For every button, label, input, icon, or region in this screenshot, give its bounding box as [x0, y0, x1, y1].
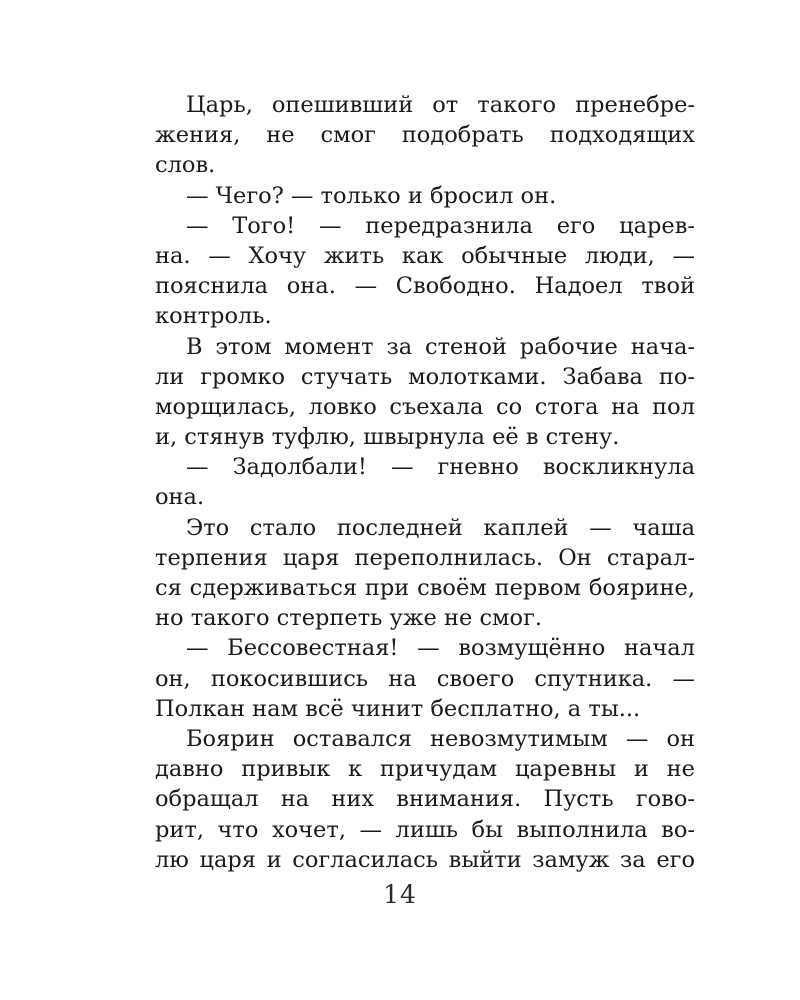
- text-line: контроль.: [155, 303, 272, 330]
- text-line: и, стянув туфлю, швырнула её в стену.: [155, 424, 620, 451]
- text-line: — Того! — передразнила его царев-: [186, 212, 695, 239]
- text-line: Царь, опешивший от такого пренебре-: [186, 92, 695, 118]
- text-line: Боярин оставался невозмутимым — он: [186, 725, 695, 752]
- text-line: жения, не смог подобрать подходящих: [155, 122, 695, 149]
- text-line: Это стало последней каплей — чаша: [186, 514, 695, 541]
- text-line: В этом момент за стеной рабочие нача-: [186, 333, 695, 360]
- text-line: терпения царя переполнилась. Он старал-: [155, 544, 695, 571]
- text-line: на. — Хочу жить как обычные люди, —: [155, 242, 695, 269]
- text-line: но такого стерпеть уже не смог.: [155, 605, 543, 632]
- text-line: слов.: [155, 152, 216, 179]
- text-line: — Бессовестная! — возмущённо начал: [186, 635, 695, 662]
- text-line: ся сдерживаться при своём первом боярине,: [155, 575, 695, 601]
- text-line: он, покосившись на своего спутника. —: [155, 665, 695, 692]
- text-line: обращал на них внимания. Пусть гово-: [155, 786, 695, 813]
- text-line: давно привык к причудам царевны и не: [155, 756, 695, 783]
- text-line: ли громко стучать молотками. Забава по-: [155, 363, 695, 390]
- text-line: Полкан нам всё чинит бесплатно, а ты...: [155, 695, 641, 722]
- text-line: — Задолбали! — гневно воскликнула: [186, 454, 695, 481]
- text-line: лю царя и согласилась выйти замуж за его: [155, 846, 695, 873]
- text-line: — Чего? — только и бросил он.: [186, 182, 557, 209]
- page-number: 14: [383, 880, 417, 909]
- text-line: рит, что хочет, — лишь бы выполнила во-: [155, 816, 695, 843]
- text-line: она.: [155, 484, 205, 511]
- text-line: морщилась, ловко съехала со стога на пол: [155, 393, 695, 420]
- body-text: [155, 90, 695, 875]
- text-line: пояснила она. — Свободно. Надоел твой: [155, 273, 695, 300]
